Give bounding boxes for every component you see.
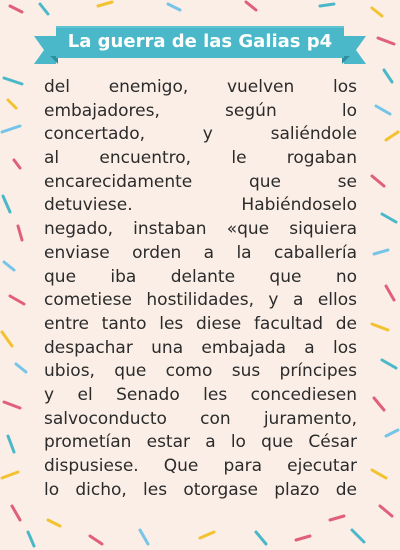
confetti-piece	[372, 8, 382, 16]
title-banner	[34, 22, 366, 66]
confetti-piece	[8, 436, 14, 452]
confetti-piece	[330, 516, 344, 520]
text-line: del enemigo, vuelven los	[44, 77, 357, 97]
confetti-piece	[374, 250, 388, 254]
confetti-piece	[372, 176, 384, 186]
confetti-piece	[2, 472, 18, 478]
confetti-piece	[320, 4, 334, 6]
text-line: negado, instaban «que siquiera	[44, 219, 357, 240]
confetti-piece	[2, 126, 20, 132]
ribbon-left-tail	[34, 36, 56, 64]
confetti-piece	[378, 38, 394, 44]
confetti-piece	[386, 286, 394, 300]
confetti-piece	[8, 100, 16, 108]
confetti-piece	[4, 402, 20, 408]
confetti-piece	[4, 78, 22, 84]
text-line: dispusiese. Que para ejecutar	[44, 456, 357, 476]
text-line: lo dicho, les otorgase plazo de	[44, 479, 357, 500]
confetti-piece	[352, 530, 364, 542]
confetti-piece	[10, 6, 22, 12]
page-title: La guerra de las Galias p4	[67, 31, 333, 52]
confetti-piece	[382, 360, 396, 368]
text-line: entre tanto les diese facultad de	[44, 313, 357, 334]
confetti-piece	[4, 262, 14, 270]
text-line: detuviese. Habiéndoselo	[44, 195, 357, 216]
text-line: y el Senado les concediesen	[44, 384, 357, 405]
text-line: encarecidamente que se	[44, 171, 357, 192]
text-line: prometían estar a lo que César	[44, 432, 357, 453]
confetti-piece	[2, 332, 12, 346]
confetti-piece	[296, 536, 310, 540]
confetti-piece	[374, 398, 384, 410]
body-text	[44, 76, 357, 502]
confetti-piece	[140, 530, 148, 544]
confetti-piece	[10, 296, 24, 304]
confetti-piece	[168, 4, 180, 10]
text-line: enviase orden a la caballería	[44, 242, 357, 263]
confetti-piece	[200, 532, 214, 538]
confetti-piece	[384, 70, 392, 82]
text-line: embajadores, según lo	[44, 100, 357, 121]
confetti-piece	[14, 160, 20, 168]
text-line: al encuentro, le rogaban	[44, 148, 357, 169]
confetti-piece	[12, 506, 20, 520]
text-line: despachar una embajada a los	[44, 337, 357, 358]
ribbon-right-tail	[344, 36, 366, 64]
confetti-piece	[380, 506, 392, 516]
confetti-piece	[256, 532, 266, 544]
text-line: que iba delante que no	[44, 266, 357, 287]
confetti-piece	[382, 214, 396, 222]
confetti-piece	[16, 364, 26, 372]
confetti-piece	[18, 226, 22, 240]
confetti-piece	[40, 4, 48, 14]
confetti-piece	[28, 532, 34, 546]
confetti-piece	[372, 324, 388, 330]
confetti-piece	[98, 2, 112, 6]
confetti-piece	[246, 2, 256, 10]
text-line: concertado, y saliéndole	[44, 124, 357, 145]
text-line: salvoconducto con juramento,	[44, 408, 357, 429]
confetti-piece	[3, 196, 10, 212]
confetti-piece	[90, 536, 102, 544]
confetti-piece	[376, 106, 390, 114]
text-line: cometiese hostilidades, y a ellos	[44, 290, 357, 311]
confetti-piece	[372, 470, 386, 478]
confetti-piece	[386, 132, 398, 140]
text-line: ubios, que como sus príncipes	[44, 361, 357, 382]
confetti-piece	[48, 520, 60, 526]
confetti-piece	[386, 430, 398, 436]
